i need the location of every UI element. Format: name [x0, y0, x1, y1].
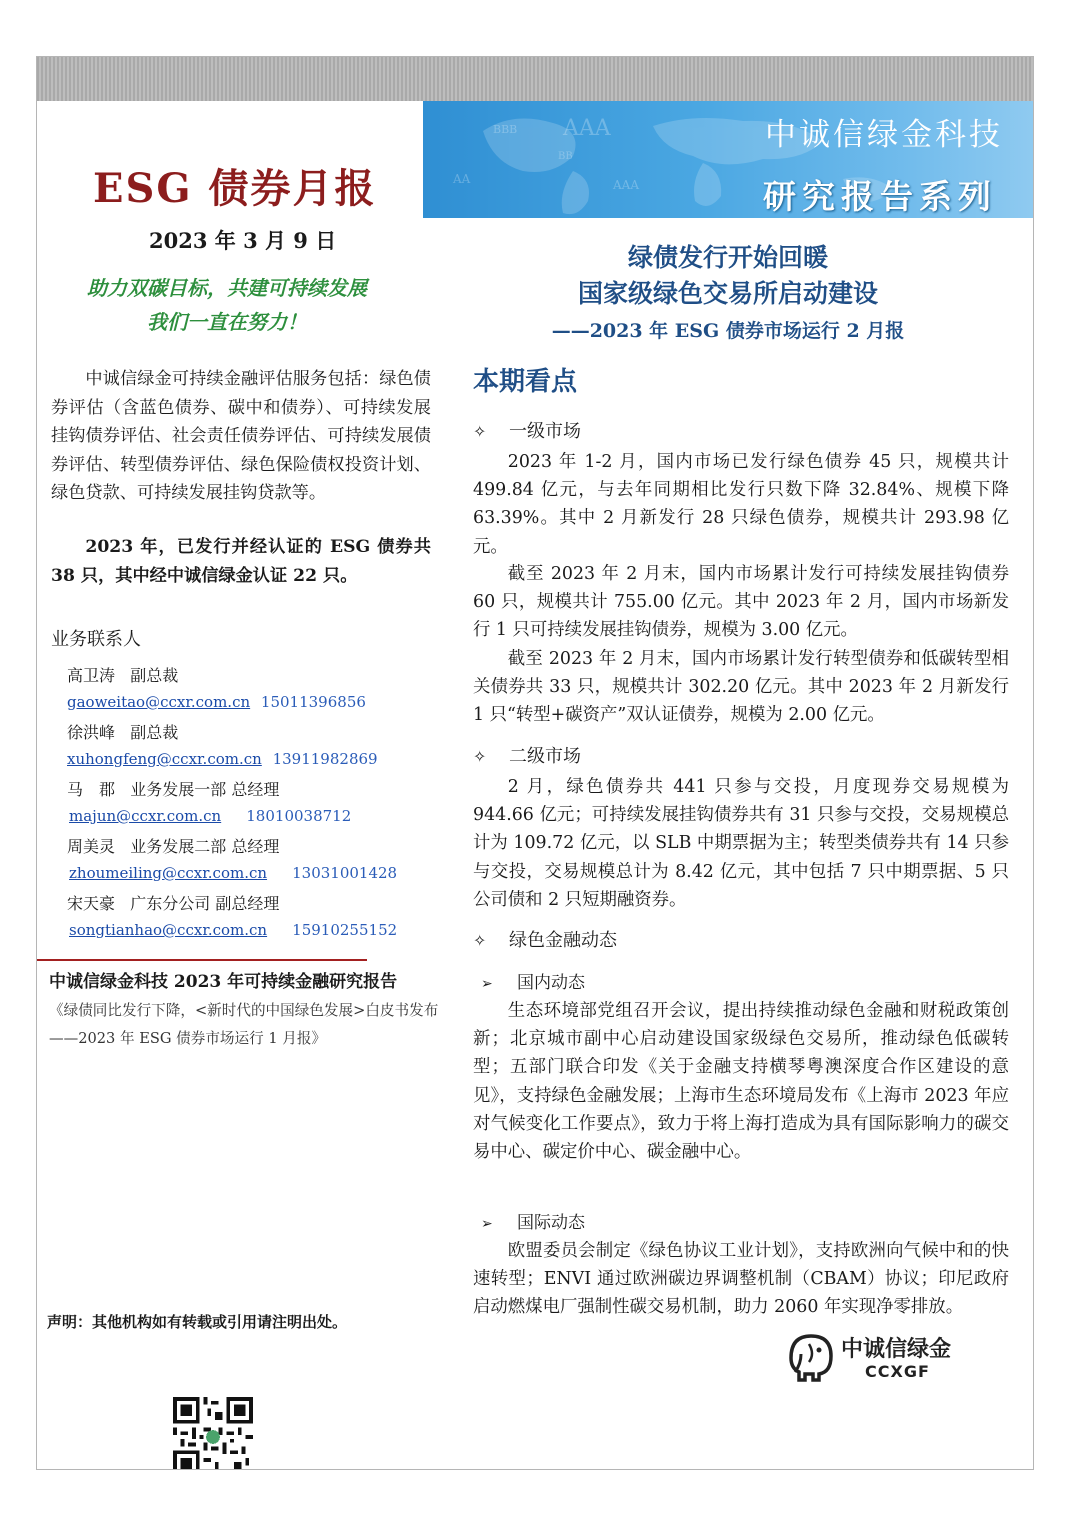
- contact-name-row: [67, 720, 178, 743]
- subsection-title: 国内动态: [517, 973, 585, 993]
- secondary-market-paragraph: 2 月，绿色债券共 441 只参与交投，月度现券交易规模为 944.66 亿元；可持续发展挂钩债券共有 31 只参与交投，交易规模总计为 109.72 亿元，以 SLB 中期票据为主；转型类债券共有 14 只参与交投，交易规模总计为 8.42 亿元，其中包括 7 只中期票据、5 只公司债和 2 只短期融资券。: [473, 777, 1009, 910]
- watermark-text: AA: [453, 172, 471, 186]
- section-divider: [37, 959, 367, 961]
- contact-info-row: [69, 807, 351, 825]
- report-series-label: 研究报告系列: [763, 177, 997, 216]
- contact-name-row: [67, 834, 279, 857]
- disclaimer: 声明：其他机构如有转载或引用请注明出处。: [47, 1313, 348, 1331]
- contact-name: 马 郡: [67, 780, 116, 799]
- subsection-domestic: [481, 968, 585, 993]
- arrow-bullet-icon: ➢: [481, 976, 493, 992]
- top-gray-bar: [37, 57, 1033, 101]
- watermark-text: BBB: [493, 123, 518, 136]
- primary-market-paragraph: 截至 2023 年 2 月末，国内市场累计发行可持续发展挂钩债券 60 只，规模共计 755.00 亿元。其中 2023 年 2 月，国内市场新发行 1 只可持续发展挂钩债券，规模为 3.00 亿元。: [473, 564, 1009, 641]
- watermark-text: AAA: [613, 178, 639, 192]
- service-intro: 中诚信绿金可持续金融评估服务包括：绿色债券评估（含蓝色债券、碳中和债券）、可持续发展挂钩债券评估、社会责任债券评估、可持续发展债券评估、转型债券评估、绿色保险债权投资计划、绿色贷款、可持续发展挂钩贷款等。: [51, 369, 431, 503]
- contact-name-row: [67, 663, 178, 686]
- diamond-bullet-icon: ✧: [473, 931, 487, 950]
- report-page: [36, 56, 1034, 1470]
- contact-info-row: [67, 693, 366, 711]
- main-title-line-2: 国家级绿色交易所启动建设: [577, 279, 878, 308]
- contact-phone: 18010038712: [246, 807, 352, 825]
- contact-title: 业务发展二部 总经理: [130, 837, 280, 856]
- diamond-bullet-icon: ✧: [473, 422, 487, 441]
- international-news-paragraph: 欧盟委员会制定《绿色协议工业计划》，支持欧洲向气候中和的快速转型；ENVI 通过欧洲碳边界调整机制（CBAM）协议；印尼政府启动燃煤电厂强制性碳交易机制，助力 2060 年实现净零排放。: [473, 1241, 1009, 1318]
- contact-title: 副总裁: [130, 666, 179, 685]
- contact-name-row: [67, 891, 279, 914]
- contacts-heading: 业务联系人: [51, 629, 141, 650]
- contact-title: 广东分公司 副总经理: [130, 894, 280, 913]
- contact-phone: 13031001428: [292, 864, 398, 882]
- contact-phone: 13911982869: [272, 750, 378, 768]
- primary-market-paragraph: 截至 2023 年 2 月末，国内市场累计发行转型债券和低碳转型相关债券共 33 只，规模共计 302.20 亿元。其中 2023 年 2 月新发行 1 只“转型+碳资产”双认证债券，规模为 2.00 亿元。: [473, 649, 1009, 726]
- contact-email-link[interactable]: zhoumeiling@ccxr.com.cn: [69, 864, 268, 882]
- section-primary-market: [473, 417, 581, 443]
- left-sidebar: [37, 101, 439, 1470]
- report-title: ESG 债券月报: [93, 165, 377, 212]
- section-title: 二级市场: [509, 746, 581, 767]
- contact-title: 副总裁: [130, 723, 179, 742]
- main-title-line-1: 绿债发行开始回暖: [627, 243, 828, 272]
- report-subtitle: ——2023 年 ESG 债券市场运行 2 月报: [551, 320, 905, 342]
- subsection-international: [481, 1208, 585, 1233]
- contact-email-link[interactable]: xuhongfeng@ccxr.com.cn: [67, 750, 262, 768]
- section-green-finance: [473, 926, 617, 952]
- research-series-title: 中诚信绿金科技 2023 年可持续金融研究报告: [49, 972, 398, 992]
- company-logo: [783, 1328, 983, 1388]
- logo-chinese-name: 中诚信绿金: [841, 1337, 952, 1362]
- research-report-link[interactable]: 《绿债同比发行下降，<新时代的中国绿色发展>白皮书发布——2023 年 ESG 债券市场运行 1 月报》: [49, 1002, 439, 1047]
- contact-email-link[interactable]: gaoweitao@ccxr.com.cn: [67, 693, 251, 711]
- watermark-text: BB: [558, 151, 573, 162]
- header-banner: [423, 101, 1033, 218]
- contact-info-row: [67, 750, 378, 768]
- contact-email-link[interactable]: songtianhao@ccxr.com.cn: [69, 921, 268, 939]
- contact-info-row: [69, 921, 397, 939]
- certified-bond-stats: 2023 年，已发行并经认证的 ESG 债券共 38 只，其中经中诚信绿金认证 22 只。: [51, 537, 431, 586]
- primary-market-paragraph: 2023 年 1-2 月，国内市场已发行绿色债券 45 只，规模共计 499.84 亿元，与去年同期相比发行只数下降 32.84%、规模下降 63.39%。其中 2 月新发行 28 只绿色债券，规模共计 293.98 亿元。: [473, 452, 1009, 557]
- qr-code: [173, 1397, 253, 1470]
- contact-name: 宋天豪: [67, 894, 116, 913]
- subsection-title: 国际动态: [517, 1213, 585, 1233]
- main-content: [423, 218, 1033, 1470]
- section-secondary-market: [473, 742, 581, 768]
- diamond-bullet-icon: ✧: [473, 747, 487, 766]
- section-title: 一级市场: [509, 421, 581, 442]
- highlights-heading: 本期看点: [473, 367, 578, 397]
- contact-phone: 15910255152: [292, 921, 398, 939]
- contact-title: 业务发展一部 总经理: [130, 780, 280, 799]
- watermark-text: AAA: [563, 116, 611, 141]
- contact-name-row: [67, 777, 279, 800]
- domestic-news-paragraph: 生态环境部党组召开会议，提出持续推动绿色金融和财税政策创新；北京城市副中心启动建设国家级绿色交易所，推动绿色低碳转型；五部门联合印发《关于金融支持横琴粤澳深度合作区建设的意见》，支持绿色金融发展；上海市生态环境局发布《上海市 2023 年应对气候变化工作要点》，致力于将上海打造成为具有国际影响力的碳交易中心、碳定价中心、碳金融中心。: [473, 1001, 1009, 1163]
- contact-email-link[interactable]: majun@ccxr.com.cn: [69, 807, 222, 825]
- contact-name: 徐洪峰: [67, 723, 116, 742]
- report-date: 2023 年 3 月 9 日: [149, 228, 337, 253]
- contact-phone: 15011396856: [260, 693, 366, 711]
- elephant-logo-icon: [783, 1328, 839, 1384]
- contact-name: 周美灵: [67, 837, 116, 856]
- section-title: 绿色金融动态: [509, 930, 617, 951]
- contact-name: 高卫涛: [67, 666, 116, 685]
- brand-name: 中诚信绿金科技: [765, 117, 1003, 153]
- slogan-line-2: 我们一直在努力！: [147, 310, 307, 334]
- arrow-bullet-icon: ➢: [481, 1216, 493, 1232]
- logo-english-name: CCXGF: [865, 1362, 930, 1381]
- contact-info-row: [69, 864, 397, 882]
- slogan-line-1: 助力双碳目标，共建可持续发展: [87, 276, 367, 300]
